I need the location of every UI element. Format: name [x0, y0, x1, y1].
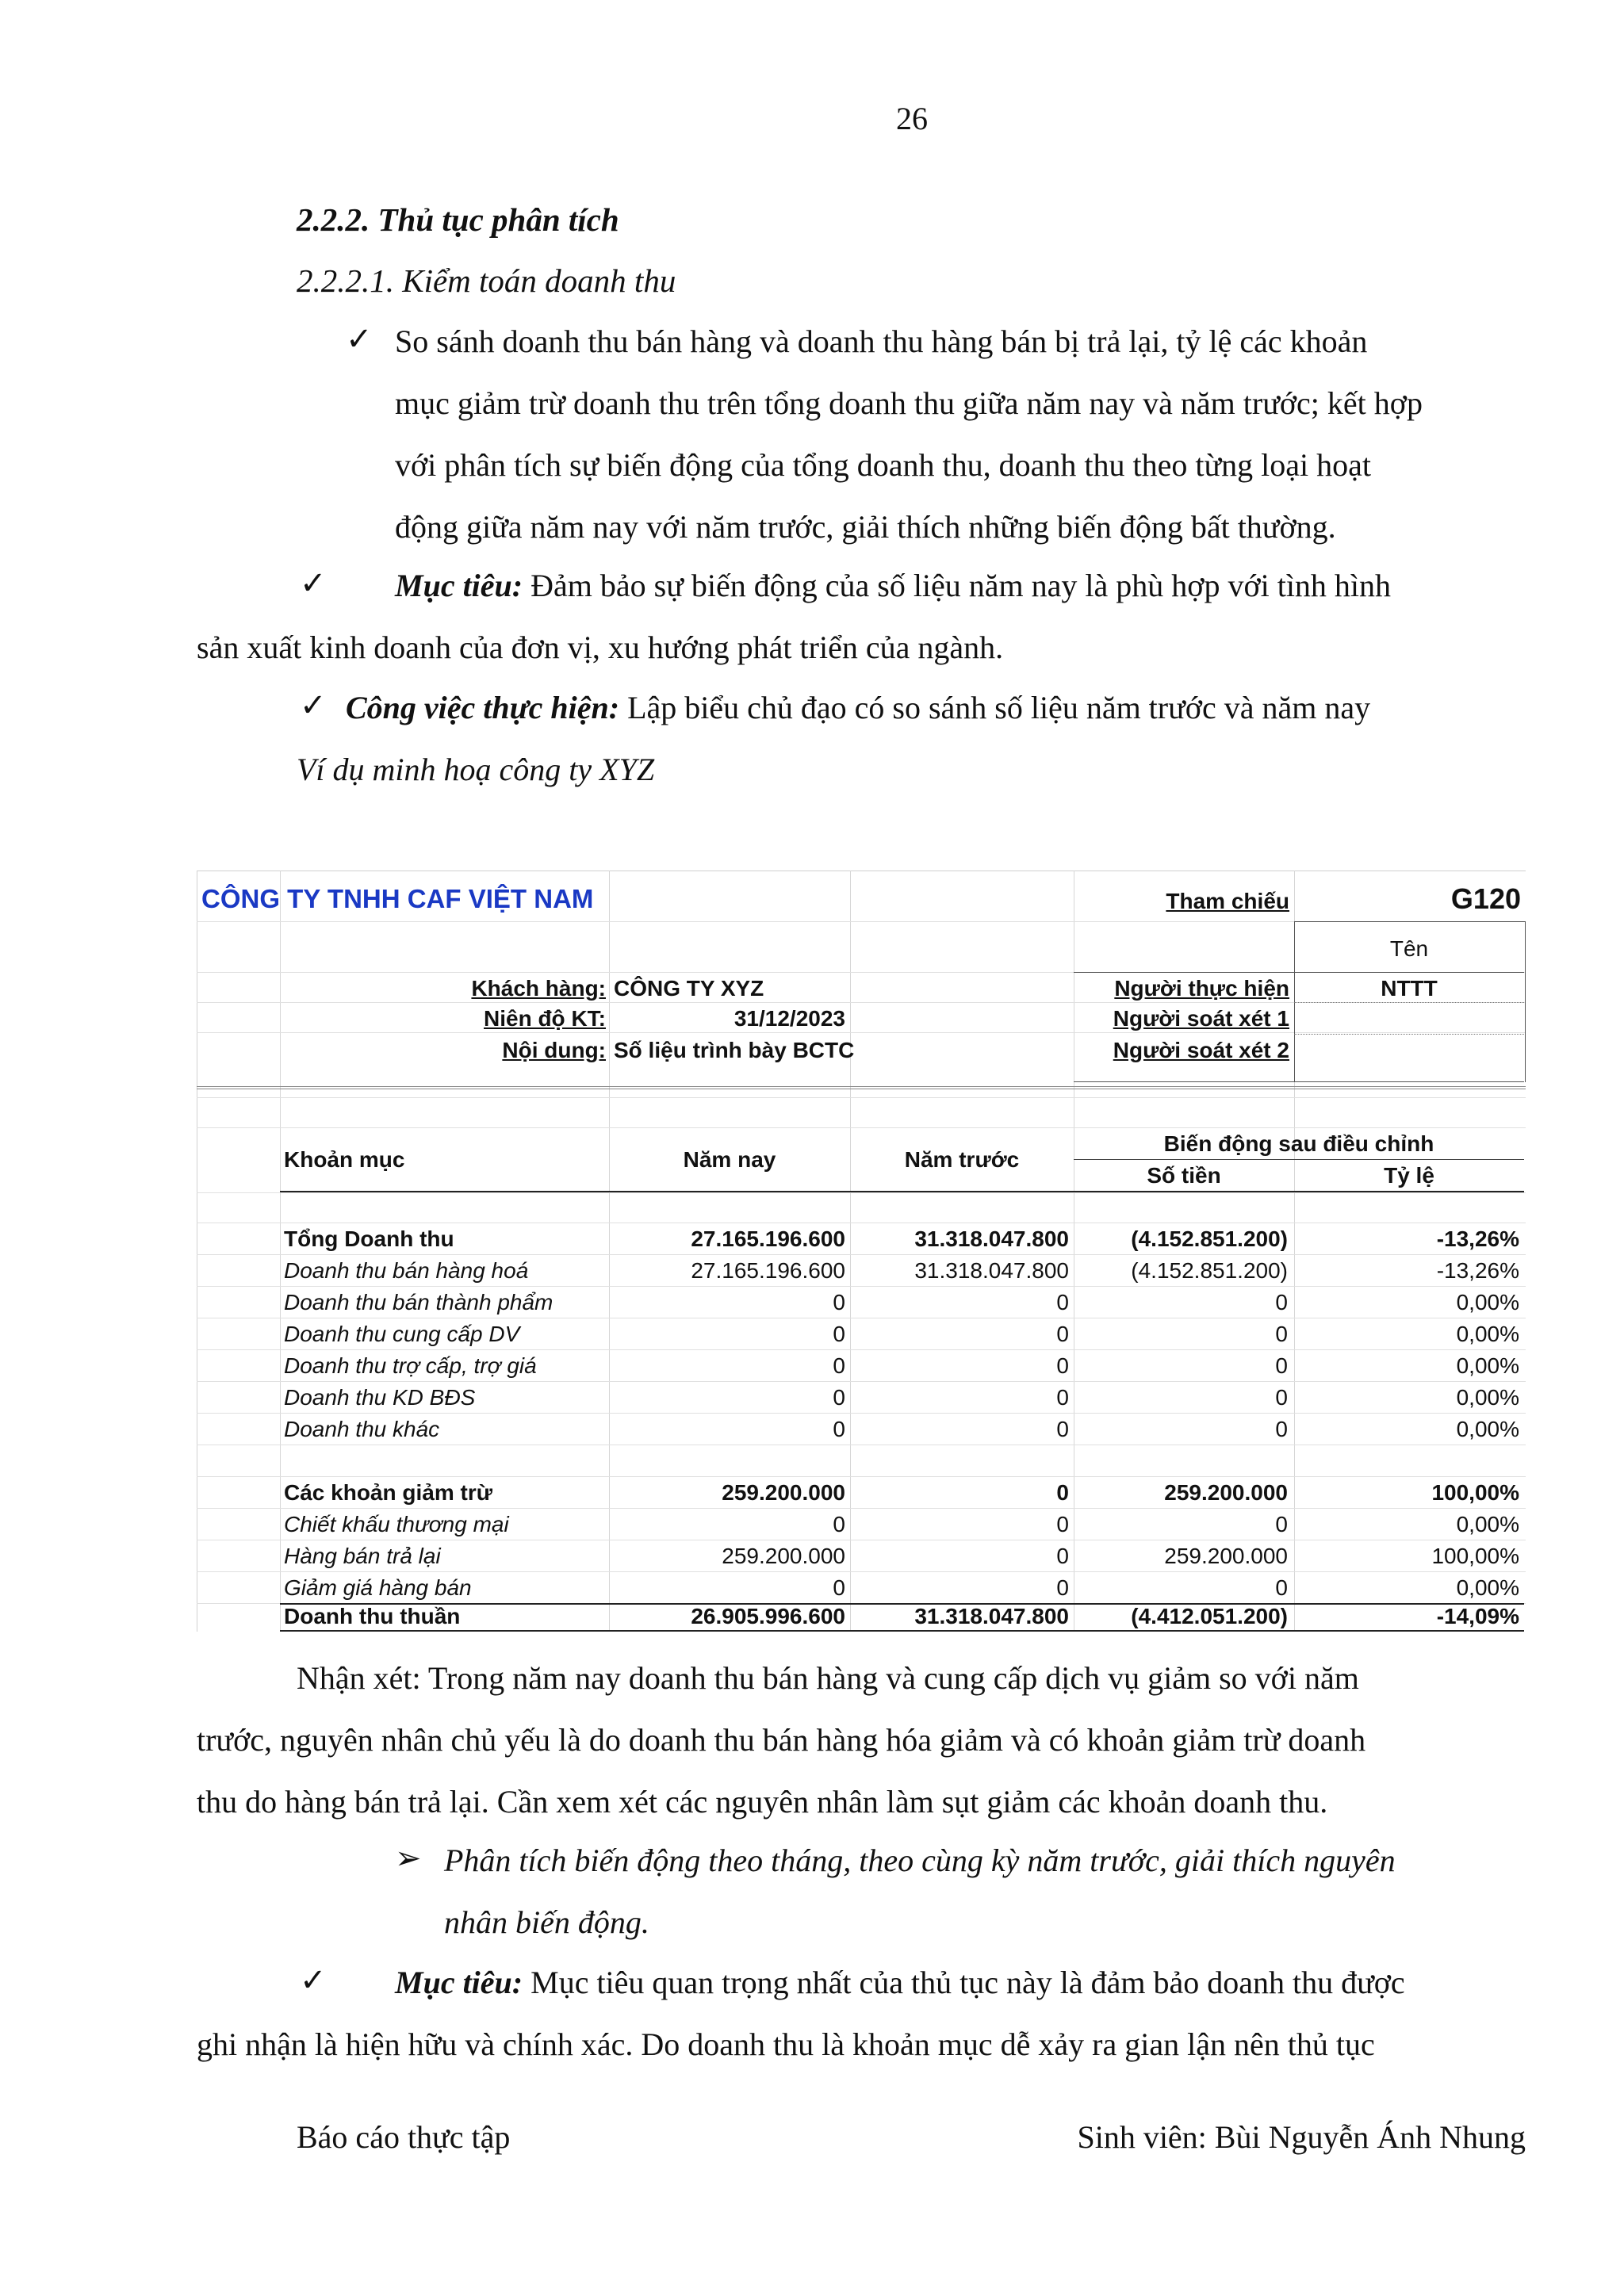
row-prior: 31.318.047.800	[914, 1226, 1069, 1251]
grid-line	[197, 1381, 1526, 1382]
row-ratio: 0,00%	[1456, 1417, 1519, 1441]
client-value: CÔNG TY XYZ	[614, 976, 764, 1001]
row-item: Doanh thu khác	[284, 1417, 440, 1441]
row-current: 0	[833, 1575, 845, 1600]
grid-line	[197, 1286, 1526, 1287]
row-prior: 0	[1056, 1512, 1069, 1536]
objective2-label: Mục tiêu:	[395, 1965, 523, 2000]
remark-paragraph	[197, 1647, 1527, 1833]
row-ratio: -13,26%	[1436, 1258, 1519, 1283]
row-prior: 0	[1056, 1385, 1069, 1410]
bullet1-line4: động giữa năm nay với năm trước, giải thích những biến động bất thường.	[395, 509, 1336, 545]
signoff-divider	[1294, 1034, 1524, 1035]
grid-line	[197, 1571, 1526, 1572]
row-ratio: 100,00%	[1431, 1544, 1519, 1568]
row-prior: 0	[1056, 1480, 1069, 1505]
objective1-text: Đảm bảo sự biến động của số liệu năm nay là phù hợp với tình hình	[523, 568, 1392, 603]
row-ratio: 100,00%	[1431, 1480, 1519, 1505]
preparer-label: Người thực hiện	[1114, 976, 1289, 1001]
row-item: Doanh thu bán thành phẩm	[284, 1290, 553, 1314]
preparer-value: NTTT	[1381, 976, 1438, 1001]
row-ratio: 0,00%	[1456, 1322, 1519, 1346]
row-item: Doanh thu cung cấp DV	[284, 1322, 520, 1346]
row-prior: 0	[1056, 1417, 1069, 1441]
work-label: Công việc thực hiện:	[346, 690, 620, 725]
header-rule	[1074, 1159, 1524, 1160]
bullet-paragraph-1	[395, 311, 1527, 558]
row-amount: 259.200.000	[1164, 1544, 1288, 1568]
remark-line3: thu do hàng bán trả lại. Cần xem xét các nguyên nhân làm sụt giảm các khoản doanh thu.	[197, 1784, 1328, 1820]
row-item: Tổng Doanh thu	[284, 1226, 454, 1251]
row-amount: (4.152.851.200)	[1131, 1226, 1288, 1251]
row-prior: 31.318.047.800	[914, 1258, 1069, 1283]
page-number: 26	[896, 101, 928, 136]
row-item: Chiết khấu thương mại	[284, 1512, 509, 1536]
row-amount: 0	[1275, 1385, 1288, 1410]
row-prior: 31.318.047.800	[914, 1604, 1069, 1628]
client-label: Khách hàng:	[471, 976, 606, 1001]
objective2-text: Mục tiêu quan trọng nhất của thủ tục này là đảm bảo doanh thu được	[523, 1965, 1405, 2000]
footer-left: Báo cáo thực tập	[297, 2119, 511, 2155]
col-ratio-header: Tỷ lệ	[1384, 1163, 1434, 1188]
grid-line	[197, 1127, 1526, 1128]
reviewer1-label: Người soát xét 1	[1113, 1006, 1289, 1031]
row-item: Hàng bán trả lại	[284, 1544, 441, 1568]
row-item: Doanh thu bán hàng hoá	[284, 1258, 529, 1283]
reference-value: G120	[1450, 882, 1521, 915]
example-caption: Ví dụ minh hoạ công ty XYZ	[297, 752, 655, 787]
row-current: 26.905.996.600	[691, 1604, 845, 1628]
objective1-label: Mục tiêu:	[395, 568, 523, 603]
row-item: Doanh thu trợ cấp, trợ giá	[284, 1353, 537, 1378]
grid-line	[197, 1097, 1526, 1098]
objective1-line2: sản xuất kinh doanh của đơn vị, xu hướng phát triển của ngành.	[197, 629, 1004, 665]
section-title: 2.2.2. Thủ tục phân tích	[297, 201, 619, 238]
checkmark-icon: ✓	[300, 565, 327, 601]
signoff-divider	[1074, 972, 1524, 973]
company-name: CÔNG TY TNHH CAF VIỆT NAM	[201, 884, 594, 913]
bullet1-line3: với phân tích sự biến động của tổng doanh thu, doanh thu theo từng loại hoạt	[395, 447, 1371, 483]
checkmark-icon: ✓	[300, 1962, 327, 1998]
analysis-line1: Phân tích biến động theo tháng, theo cùng kỳ năm trước, giải thích nguyên	[444, 1843, 1396, 1878]
bullet1-line1: So sánh doanh thu bán hàng và doanh thu hàng bán bị trả lại, tỷ lệ các khoản	[395, 323, 1368, 359]
row-current: 0	[833, 1290, 845, 1314]
double-separator	[197, 1086, 1526, 1094]
col-change-header: Biến động sau điều chỉnh	[1163, 1131, 1434, 1156]
row-amount: 259.200.000	[1164, 1480, 1288, 1505]
analysis-paragraph	[444, 1830, 1527, 1954]
period-label: Niên độ KT:	[484, 1006, 606, 1031]
header-bottom-rule	[280, 1191, 1524, 1192]
row-amount: 0	[1275, 1290, 1288, 1314]
row-ratio: -14,09%	[1436, 1604, 1519, 1628]
footer-right: Sinh viên: Bùi Nguyễn Ánh Nhung	[1077, 2119, 1526, 2155]
grid-line	[197, 1413, 1526, 1414]
col-prior-header: Năm trước	[904, 1147, 1020, 1172]
row-amount: (4.152.851.200)	[1131, 1258, 1288, 1283]
checkmark-icon: ✓	[300, 687, 327, 723]
row-current: 0	[833, 1322, 845, 1346]
row-amount: 0	[1275, 1512, 1288, 1536]
grid-line	[197, 1349, 1526, 1350]
row-current: 259.200.000	[722, 1544, 845, 1568]
row-amount: (4.412.051.200)	[1131, 1604, 1288, 1628]
col-amount-header: Số tiền	[1147, 1163, 1221, 1188]
remark-line2: trước, nguyên nhân chủ yếu là do doanh thu bán hàng hóa giảm và có khoản giảm trừ doanh	[197, 1722, 1366, 1758]
row-prior: 0	[1056, 1322, 1069, 1346]
analysis-line2: nhân biến động.	[444, 1904, 649, 1940]
row-amount: 0	[1275, 1353, 1288, 1378]
grid-line	[197, 1476, 1526, 1477]
row-item: Giảm giá hàng bán	[284, 1575, 472, 1600]
row-current: 27.165.196.600	[691, 1258, 845, 1283]
row-item: Doanh thu KD BĐS	[284, 1385, 476, 1410]
subsection-title: 2.2.2.1. Kiểm toán doanh thu	[297, 262, 676, 299]
row-current: 27.165.196.600	[691, 1226, 845, 1251]
objective2-line2: ghi nhận là hiện hữu và chính xác. Do doanh thu là khoản mục dễ xảy ra gian lận nên thủ tục	[197, 2026, 1375, 2062]
grid-line	[197, 1254, 1526, 1255]
grid-line	[197, 1508, 1526, 1509]
objective2-line1	[395, 1952, 1405, 2014]
name-header: Tên	[1389, 936, 1429, 961]
grid-line	[197, 1192, 1526, 1193]
work-line	[346, 677, 1370, 739]
content-value: Số liệu trình bày BCTC	[614, 1038, 855, 1062]
row-prior: 0	[1056, 1353, 1069, 1378]
row-prior: 0	[1056, 1575, 1069, 1600]
content-label: Nội dung:	[502, 1038, 606, 1062]
row-current: 0	[833, 1353, 845, 1378]
arrow-bullet-icon: ➢	[395, 1840, 422, 1876]
row-ratio: 0,00%	[1456, 1290, 1519, 1314]
objective1-line1	[395, 555, 1391, 617]
row-current: 0	[833, 1385, 845, 1410]
working-paper-table	[197, 871, 1526, 1632]
row-amount: 0	[1275, 1575, 1288, 1600]
row-item: Doanh thu thuần	[284, 1604, 461, 1628]
row-ratio: 0,00%	[1456, 1385, 1519, 1410]
row-prior: 0	[1056, 1290, 1069, 1314]
col-item-header: Khoản mục	[284, 1147, 405, 1172]
signoff-divider	[1074, 1081, 1524, 1082]
row-amount: 0	[1275, 1417, 1288, 1441]
work-text: Lập biểu chủ đạo có so sánh số liệu năm trước và năm nay	[619, 690, 1371, 725]
checkmark-icon: ✓	[346, 321, 373, 357]
row-current: 259.200.000	[722, 1480, 845, 1505]
row-ratio: 0,00%	[1456, 1353, 1519, 1378]
row-ratio: -13,26%	[1436, 1226, 1519, 1251]
row-prior: 0	[1056, 1544, 1069, 1568]
row-ratio: 0,00%	[1456, 1575, 1519, 1600]
period-value: 31/12/2023	[733, 1006, 845, 1031]
remark-line1: Nhận xét: Trong năm nay doanh thu bán hàng và cung cấp dịch vụ giảm so với năm	[297, 1660, 1359, 1696]
total-bottom-rule	[280, 1630, 1524, 1632]
bullet1-line2: mục giảm trừ doanh thu trên tổng doanh thu giữa năm nay và năm trước; kết hợp	[395, 385, 1423, 421]
reference-label: Tham chiếu	[1166, 889, 1289, 913]
row-amount: 0	[1275, 1322, 1288, 1346]
col-current-header: Năm nay	[683, 1147, 776, 1172]
row-current: 0	[833, 1417, 845, 1441]
row-current: 0	[833, 1512, 845, 1536]
row-ratio: 0,00%	[1456, 1512, 1519, 1536]
row-item: Các khoản giảm trừ	[284, 1480, 493, 1505]
reviewer2-label: Người soát xét 2	[1113, 1038, 1289, 1062]
